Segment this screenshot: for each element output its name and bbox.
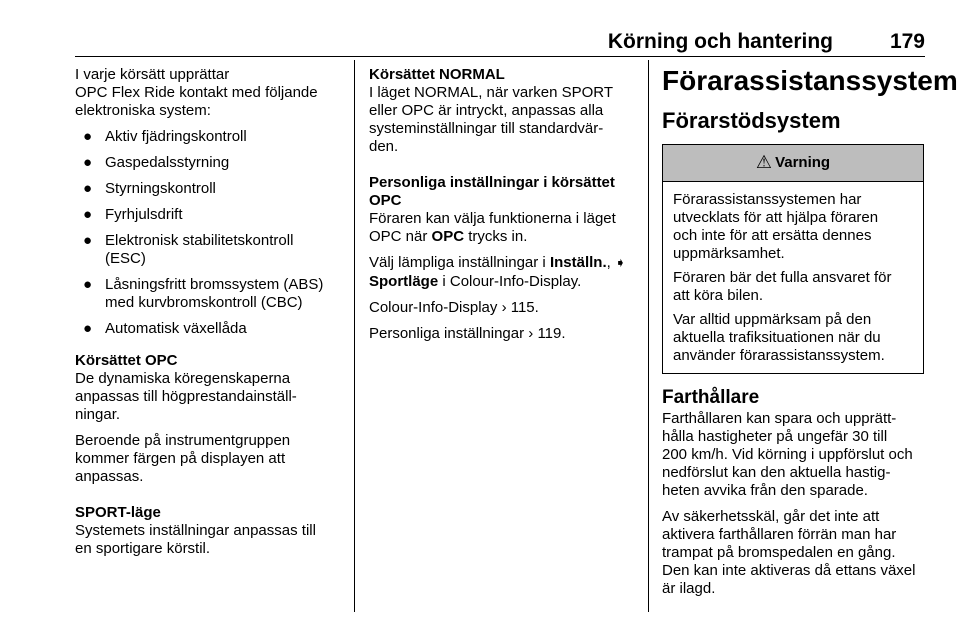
text-line: uppmärksamhet. [673,245,785,262]
text-line: använder förarassistanssystem. [673,347,885,364]
text-line: en sportigare körstil. [75,540,211,557]
opc-button-label: OPC [431,228,465,245]
text-line: Föraren bär det fulla ansvaret för [673,269,892,286]
cruise-heading: Farthållare [662,387,760,408]
bullet-icon: ● [83,276,93,293]
reference-text: Personliga inställningar [369,325,525,342]
heading-line: Personliga inställningar i körsättet [369,174,615,191]
text-line: i Colour-Info-Display. [438,273,582,290]
text-line: aktivera farthållaren förrän man har [662,526,897,543]
intro-paragraph [75,66,341,120]
warning-label: Varning [775,154,831,171]
intro-line: I varje körsätt upprättar [75,66,230,83]
list-item-text: Styrningskontroll [105,180,216,197]
text-line: Av säkerhetsskäl, går det inte att [662,508,880,525]
list-item-text: Låsningsfritt bromssystem (ABS) [105,276,324,293]
cruise-paragraph-2 [662,508,926,598]
cruise-paragraph [662,410,926,500]
list-item-text: Automatisk växellåda [105,320,247,337]
column-divider-1 [354,60,355,612]
text-line: aktuella trafiksituationen när du [673,329,881,346]
text-line: Den kan inte aktiveras då ettans växel [662,562,916,579]
text-line: nedförslut kan den aktuella hastig- [662,464,891,481]
text-line: trampat på bromspedalen en gång. [662,544,896,561]
warning-box [662,144,924,374]
reference-page[interactable]: 119. [537,325,566,342]
sport-heading: SPORT-läge [75,504,161,521]
list-item [75,206,341,224]
text-line: är ilagd. [662,580,716,597]
intro-line: OPC Flex Ride kontakt med följande [75,84,318,101]
opc-heading: Körsättet OPC [75,352,178,369]
menu-settings-label: Inställn. [549,254,607,271]
page-ref-icon: › [528,325,534,342]
list-item-text: med kurvbromskontroll (CBC) [105,294,303,311]
text-line: Föraren kan välja funktionerna i läget [369,210,616,227]
personal-heading [369,174,635,210]
text-line: heten avvika från den sparade. [662,482,868,499]
list-item-text: Aktiv fjädringskontroll [105,128,247,145]
warning-icon: ⚠ [755,152,773,173]
text-line: Förarassistanssystemen har [673,191,862,208]
personal-paragraph [369,210,635,246]
page-number: 179 [889,30,925,53]
text-line: kommer färgen på displayen att [75,450,286,467]
text-line: OPC när [369,228,432,245]
bullet-icon: ● [83,206,93,223]
warning-paragraph [673,311,913,365]
bullet-icon: ● [83,320,93,337]
warning-paragraph [673,269,913,305]
bullet-icon: ● [83,232,93,249]
list-item [75,232,341,268]
text-line: Välj lämpliga inställningar i [369,254,550,271]
column-divider-2 [648,60,649,612]
column-2 [369,66,635,343]
text-line: Systemets inställningar anpassas till [75,522,316,539]
text-line: den. [369,138,399,155]
bullet-icon: ● [83,128,93,145]
text-line: De dynamiska köregenskaperna [75,370,291,387]
intro-line: elektroniska system: [75,102,211,119]
column-1 [75,66,341,558]
list-item [75,128,341,146]
text-line: I läget NORMAL, när varken SPORT [369,84,613,101]
list-item [75,154,341,172]
text-line: Farthållaren kan spara och upprätt- [662,410,897,427]
warning-body [663,182,923,373]
reference-page[interactable]: 115. [510,299,539,316]
text-line: systeminställningar till standardvär- [369,120,604,137]
page-header [75,24,925,54]
text-line: och inte för att ersätta dennes [673,227,872,244]
menu-sport-label: Sportläge [369,273,439,290]
text-line: att köra bilen. [673,287,764,304]
normal-paragraph [369,84,635,156]
list-item [75,180,341,198]
section-subtitle: Förarstödsystem [662,108,841,133]
column-3 [662,65,958,598]
text-line: eller OPC är intryckt, anpassas alla [369,102,604,119]
section-title: Förarassistanssystem [662,65,958,96]
text-line: anpassas till högprestandainställ- [75,388,297,405]
normal-heading: Körsättet NORMAL [369,66,505,83]
heading-line: OPC [369,192,402,209]
bullet-icon: ● [83,180,93,197]
warning-paragraph [673,191,913,263]
text-line: Var alltid uppmärksam på den [673,311,872,328]
page-ref-icon: › [501,299,507,316]
reference-text: Colour-Info-Display [369,299,498,316]
header-rule [75,56,925,57]
opc-paragraph-2 [75,432,341,486]
text-line: 200 km/h. Vid körning i uppförslut och [662,446,913,463]
warning-header [663,145,923,182]
text-line: trycks in. [464,228,528,245]
opc-paragraph [75,370,341,424]
list-item-text: (ESC) [105,250,146,267]
sport-paragraph [75,522,341,558]
text-line: anpassas. [75,468,144,485]
list-item [75,320,341,338]
text-line: ningar. [75,406,121,423]
chapter-title: Körning och hantering [607,30,833,53]
bullet-icon: ● [83,154,93,171]
list-item [75,276,341,312]
list-item-text: Gaspedalsstyrning [105,154,230,171]
reference-line [369,299,635,317]
list-item-text: Fyrhjulsdrift [105,206,183,223]
separator: , [606,254,615,271]
text-line: utvecklats för att hjälpa föraren [673,209,879,226]
select-paragraph [369,254,635,291]
text-line: Beroende på instrumentgruppen [75,432,291,449]
list-item-text: Elektronisk stabilitetskontroll [105,232,294,249]
reference-line [369,325,635,343]
text-line: hålla hastigheter på ungefär 30 till [662,428,888,445]
menu-arrow-icon: ➧ [614,256,626,271]
system-list [75,128,341,338]
